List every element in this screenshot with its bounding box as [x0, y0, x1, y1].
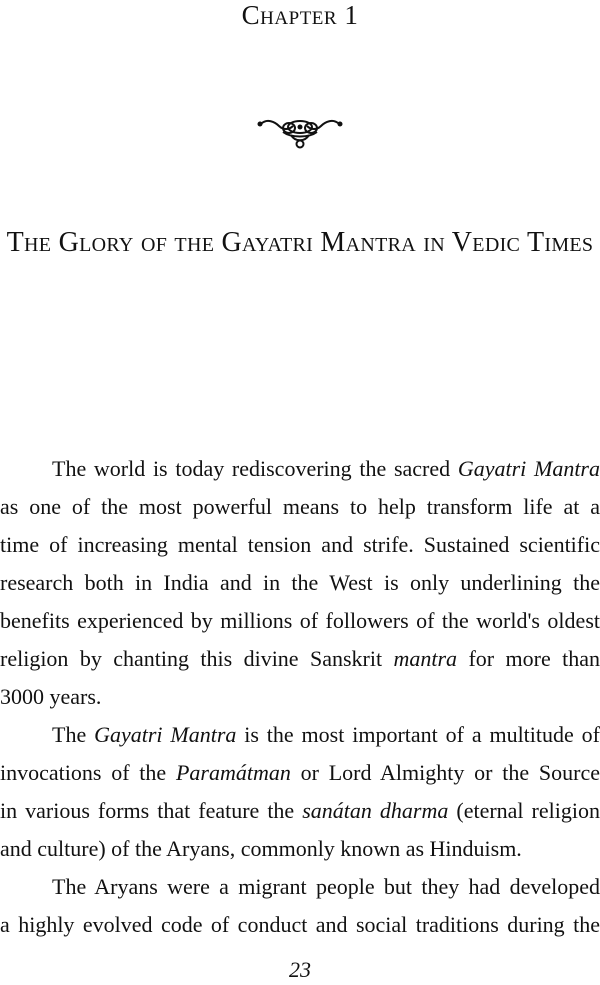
fleuron-ornament-icon [253, 112, 347, 152]
text-line: and culture) of the Aryans, commonly known as Hinduism. [0, 836, 522, 861]
text-line: religion by chanting this divine Sanskrit mantra for more than [0, 646, 600, 671]
text-line: as one of the most powerful means to help transform life at a [0, 494, 600, 519]
text-line: benefits experienced by millions of followers of the world's oldest [0, 608, 600, 633]
text-line: research both in India and in the West is only underlining the [0, 570, 600, 595]
text-line: The Aryans were a migrant people but they had developed [52, 874, 600, 899]
chapter-title: The Glory of the Gayatri Mantra in Vedic Times [6, 227, 594, 258]
text-line: The world is today rediscovering the sacred Gayatri Mantra [52, 456, 600, 481]
text-line: a highly evolved code of conduct and social traditions during the [0, 912, 600, 937]
text-line: in various forms that feature the sanátan dharma (eternal religion [0, 798, 600, 823]
chapter-label: Chapter 1 [241, 0, 359, 30]
text-line: time of increasing mental tension and strife. Sustained scientific [0, 532, 600, 557]
page-number: 23 [289, 957, 311, 982]
text-line: The Gayatri Mantra is the most important of a multitude of [52, 722, 600, 747]
text-line: 3000 years. [0, 684, 102, 709]
text-line: invocations of the Paramátman or Lord Almighty or the Source [0, 760, 600, 785]
